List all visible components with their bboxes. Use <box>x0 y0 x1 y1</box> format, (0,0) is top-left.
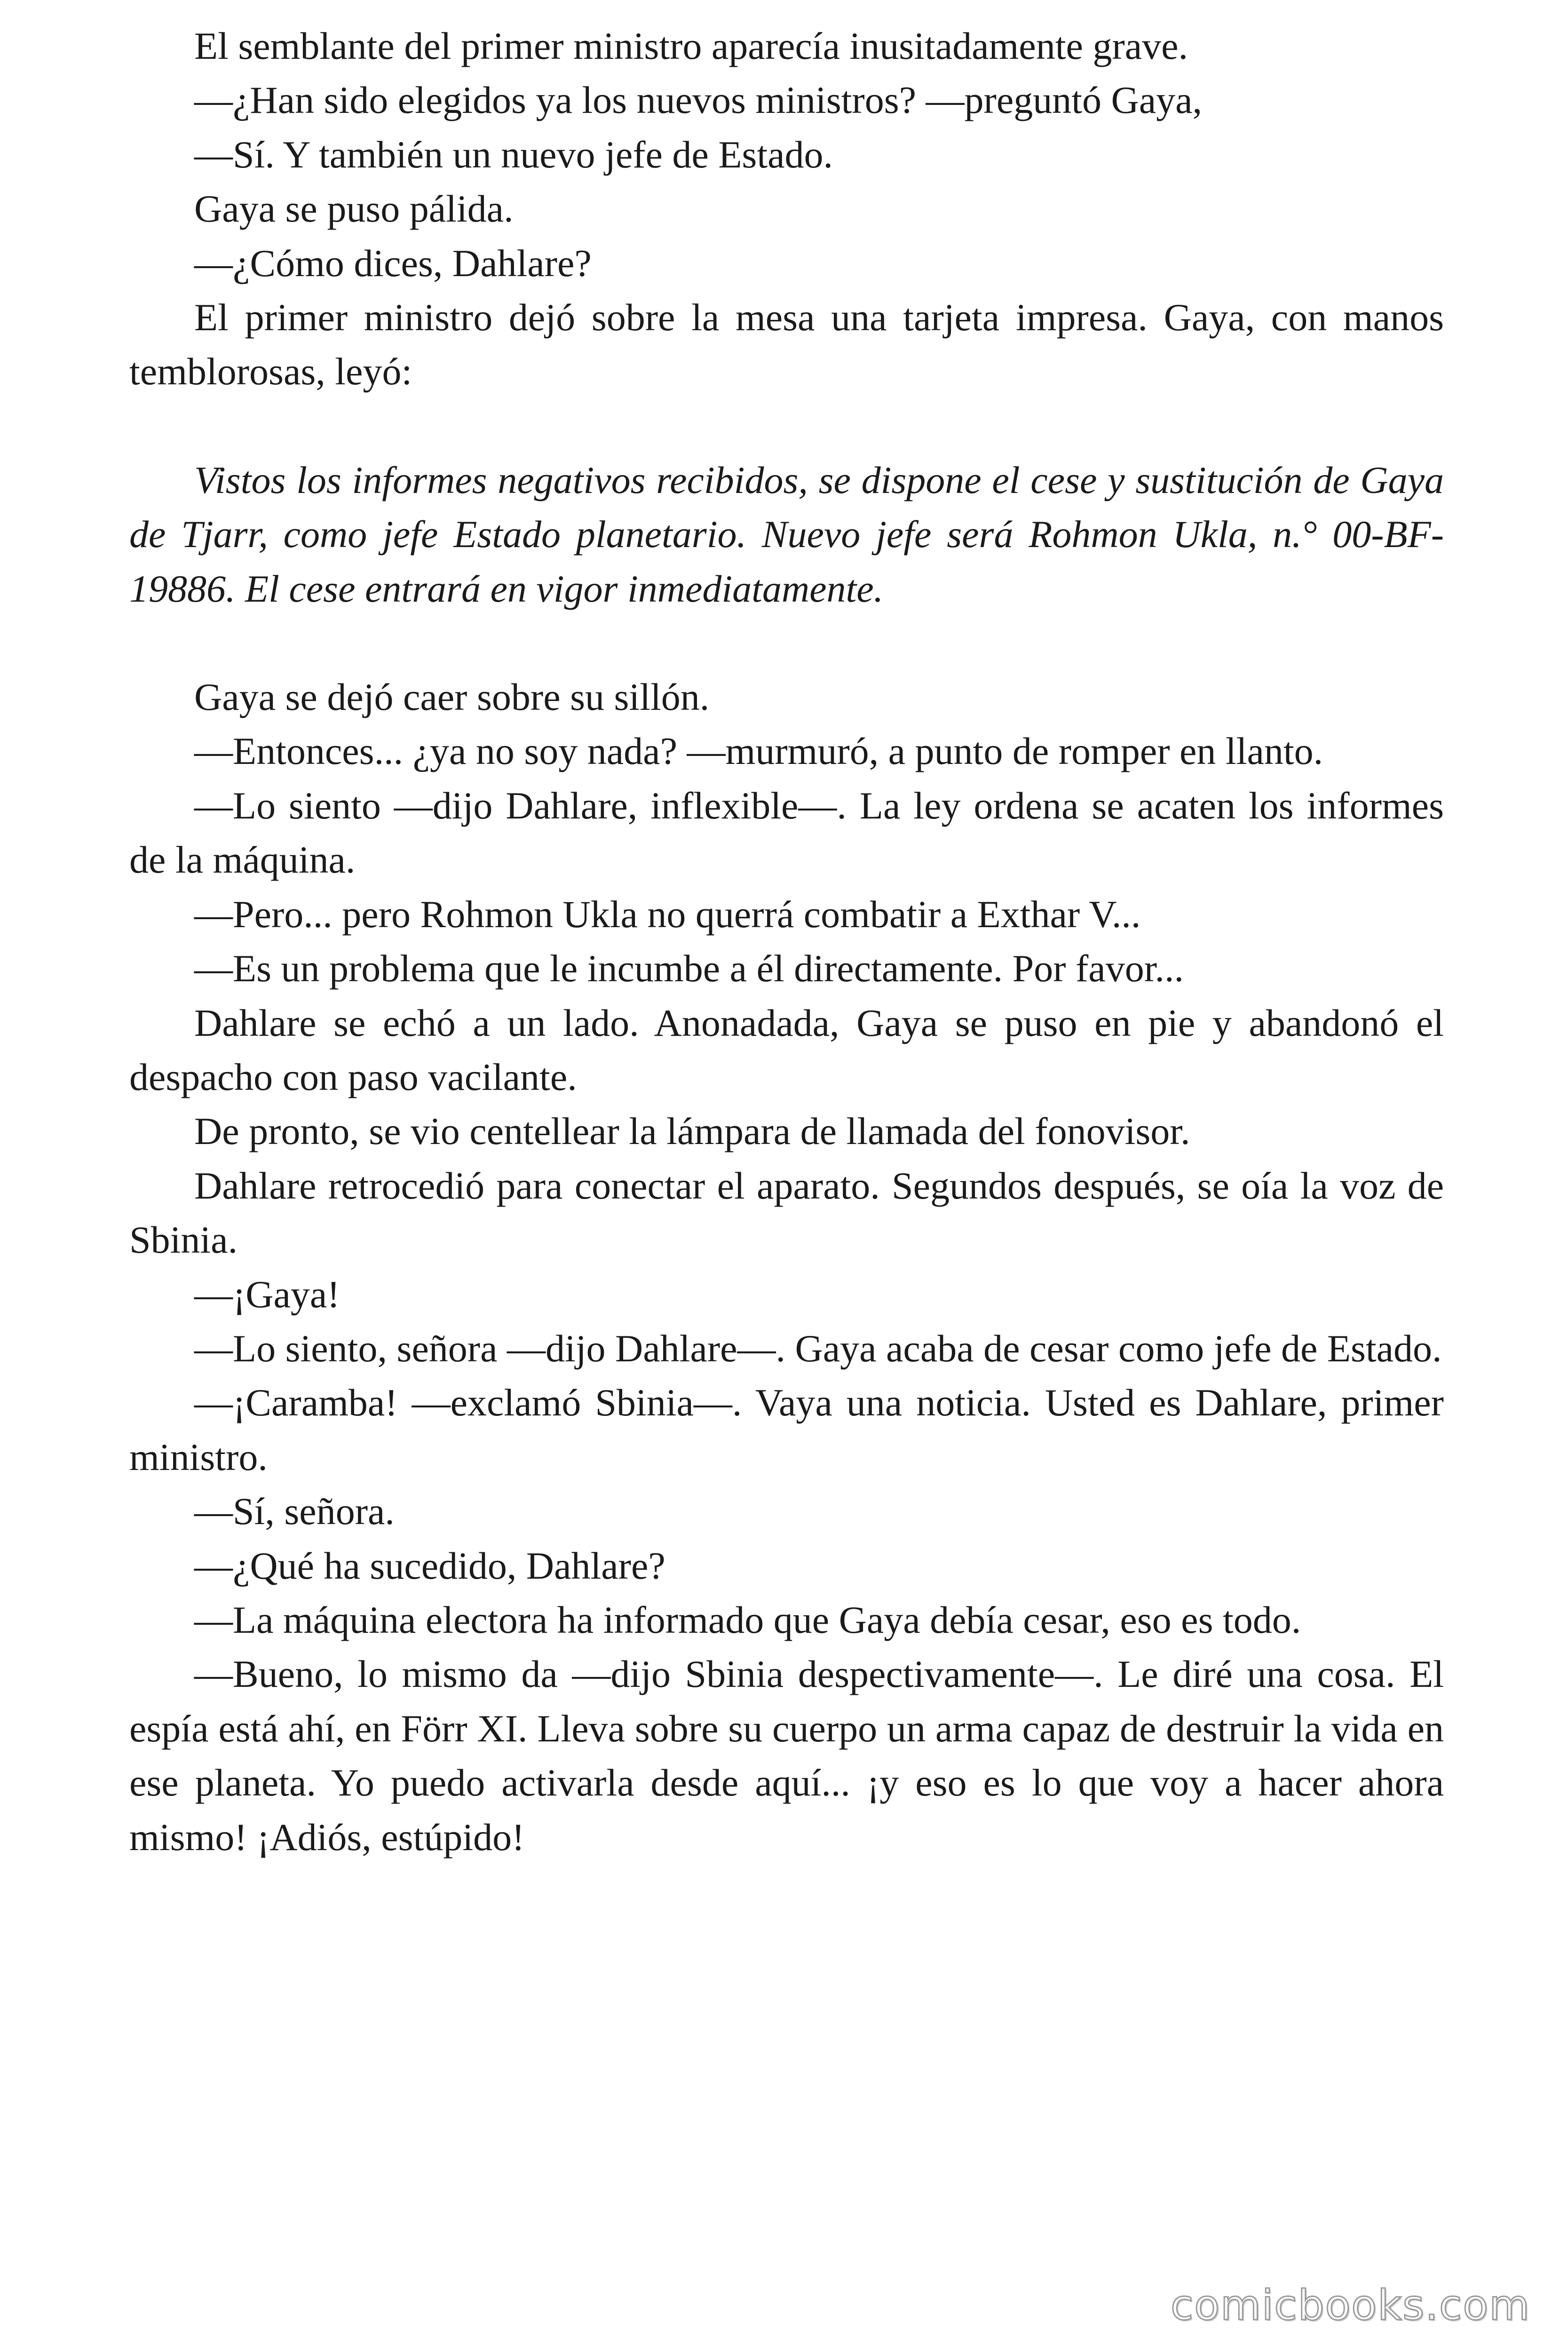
paragraph: El semblante del primer ministro aparecía inusitadamente grave. <box>194 24 1188 67</box>
paragraph: —Sí, señora. <box>194 1490 395 1533</box>
paragraph: —¡Caramba! —exclamó Sbinia—. Vaya una noticia. Usted es Dahlare, primer ministro. <box>129 1381 1444 1478</box>
paragraph: Gaya se puso pálida. <box>194 187 514 230</box>
paragraph: Dahlare retrocedió para conectar el aparato. Segundos después, se oía la voz de Sbinia. <box>129 1164 1444 1262</box>
document-page <box>129 19 1444 1864</box>
paragraph: —Pero... pero Rohmon Ukla no querrá combatir a Exthar V... <box>194 892 1141 936</box>
paragraph: De pronto, se vio centellear la lámpara de llamada del fonovisor. <box>194 1110 1190 1153</box>
paragraph: Dahlare se echó a un lado. Anonadada, Gaya se puso en pie y abandonó el despacho con paso vacilante. <box>129 1001 1444 1098</box>
paragraph: El primer ministro dejó sobre la mesa una tarjeta impresa. Gaya, con manos temblorosas, leyó: <box>129 296 1444 393</box>
quoted-card-text: Vistos los informes negativos recibidos, se dispone el cese y sustitución de Gaya de Tjarr, como jefe Estado planetario. Nuevo jefe será Rohmon Ukla, n.° 00-BF-19886. El cese entrará en vigor inmediatamente. <box>129 458 1444 610</box>
paragraph: —¿Qué ha sucedido, Dahlare? <box>194 1544 665 1587</box>
paragraph: —Bueno, lo mismo da —dijo Sbinia despectivamente—. Le diré una cosa. El espía está ahí, en Förr XI. Lleva sobre su cuerpo un arma capaz de destruir la vida en ese planeta. Yo puedo activarla desde aquí... ¡y eso es lo que voy a hacer ahora mismo! ¡Adiós, estúpido! <box>129 1653 1444 1859</box>
paragraph: Gaya se dejó caer sobre su sillón. <box>194 675 710 719</box>
blank-line <box>129 616 1444 670</box>
paragraph: —Lo siento, señora —dijo Dahlare—. Gaya acaba de cesar como jefe de Estado. <box>194 1327 1442 1370</box>
paragraph: —Entonces... ¿ya no soy nada? —murmuró, a punto de romper en llanto. <box>194 730 1323 773</box>
blank-line <box>129 399 1444 453</box>
paragraph: —¡Gaya! <box>194 1272 340 1316</box>
paragraph: —Es un problema que le incumbe a él directamente. Por favor... <box>194 947 1184 990</box>
paragraph: —¿Han sido elegidos ya los nuevos ministros? —preguntó Gaya, <box>194 79 1203 122</box>
watermark-logo: comicbooks.com <box>1170 2281 1530 2329</box>
paragraph: —¿Cómo dices, Dahlare? <box>194 241 592 285</box>
paragraph: —Sí. Y también un nuevo jefe de Estado. <box>194 133 833 176</box>
paragraph: —La máquina electora ha informado que Gaya debía cesar, eso es todo. <box>194 1598 1301 1641</box>
paragraph: —Lo siento —dijo Dahlare, inflexible—. La ley ordena se acaten los informes de la máquina. <box>129 784 1444 882</box>
